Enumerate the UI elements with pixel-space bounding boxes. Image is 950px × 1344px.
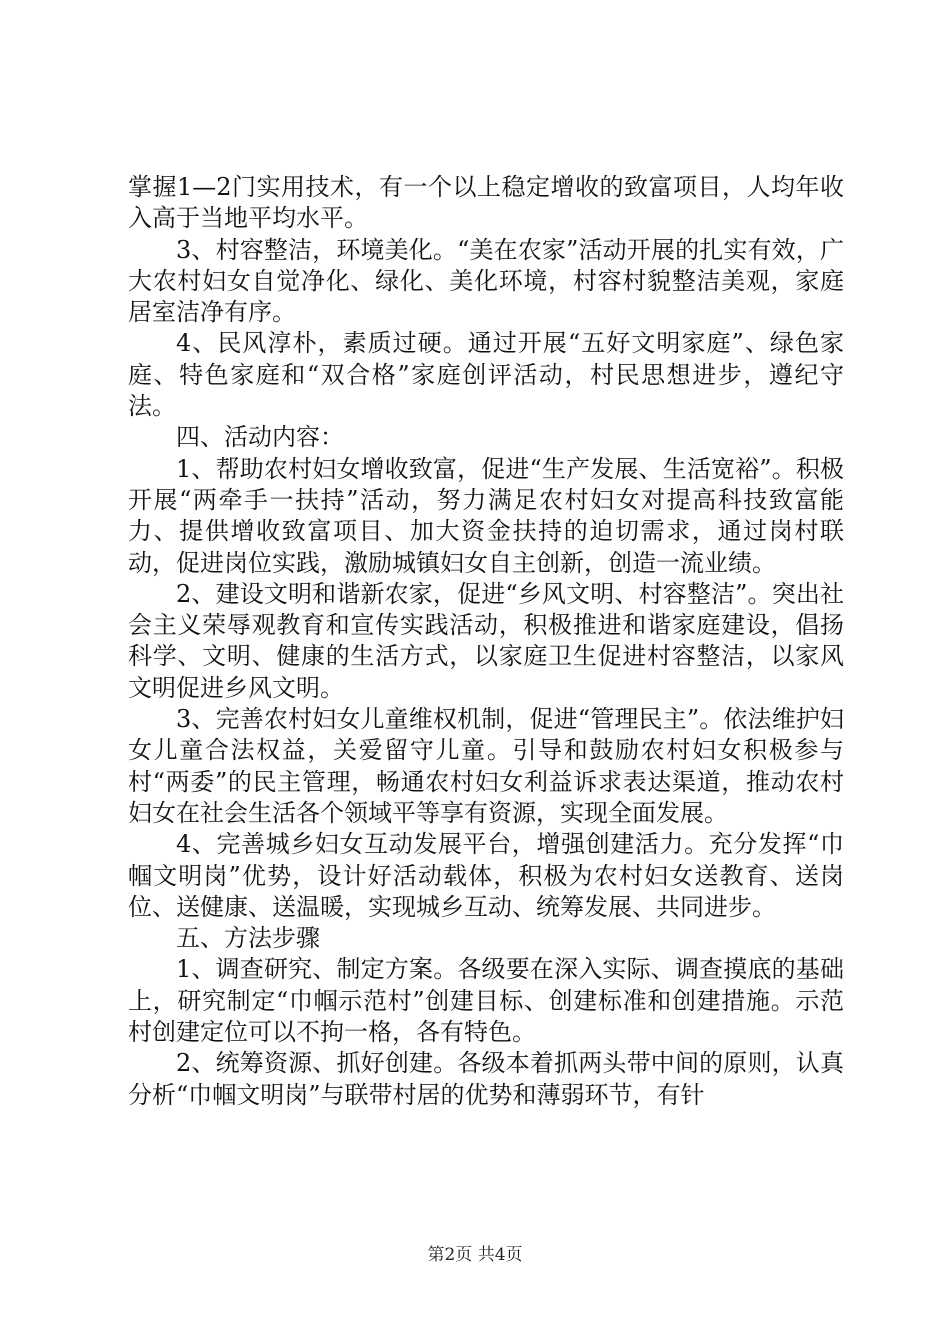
paragraph-6: 2、建设文明和谐新农家，促进“乡风文明、村容整洁”。突出社会主义荣辱观教育和宣传实践活动，积极推进和谐家庭建设，倡扬科学、文明、健康的生活方式，以家庭卫生促进村容整洁，以家风文明促进乡风文明。: [128, 579, 844, 702]
paragraph-3: 4、民风淳朴，素质过硬。通过开展“五好文明家庭”、绿色家庭、特色家庭和“双合格”家庭创评活动，村民思想进步，遵纪守法。: [128, 329, 844, 421]
document-body: [128, 172, 844, 1111]
paragraph-11: 2、统筹资源、抓好创建。各级本着抓两头带中间的原则，认真分析“巾帼文明岗”与联带村居的优势和薄弱环节，有针: [128, 1049, 844, 1109]
paragraph-2: 3、村容整洁，环境美化。“美在农家”活动开展的扎实有效，广大农村妇女自觉净化、绿化、美化环境，村容村貌整洁美观，家庭居室洁净有序。: [128, 235, 844, 327]
paragraph-10: 1、调查研究、制定方案。各级要在深入实际、调查摸底的基础上，研究制定“巾帼示范村”创建目标、创建标准和创建措施。示范村创建定位可以不拘一格，各有特色。: [128, 955, 844, 1047]
paragraph-5: 1、帮助农村妇女增收致富，促进“生产发展、生活宽裕”。积极开展“两牵手一扶持”活动，努力满足农村妇女对提高科技致富能力、提供增收致富项目、加大资金扶持的迫切需求，通过岗村联动，促进岗位实践，激励城镇妇女自主创新，创造一流业绩。: [128, 454, 844, 577]
page-number-footer: 第2页 共4页: [427, 1245, 523, 1265]
paragraph-1: 掌握1—2门实用技术，有一个以上稳定增收的致富项目，人均年收入高于当地平均水平。: [128, 173, 844, 233]
section-heading-activity-content: 四、活动内容：: [176, 423, 344, 452]
paragraph-7: 3、完善农村妇女儿童维权机制，促进“管理民主”。依法维护妇女儿童合法权益，关爱留守儿童。引导和鼓励农村妇女积极参与村“两委”的民主管理，畅通农村妇女利益诉求表达渠道，推动农村妇女在社会生活各个领域平等享有资源，实现全面发展。: [128, 705, 844, 827]
paragraph-8: 4、完善城乡妇女互动发展平台，增强创建活力。充分发挥“巾帼文明岗”优势，设计好活动载体，积极为农村妇女送教育、送岗位、送健康、送温暖，实现城乡互动、统筹发展、共同进步。: [128, 830, 844, 921]
section-heading-method-steps: 五、方法步骤: [176, 924, 320, 953]
